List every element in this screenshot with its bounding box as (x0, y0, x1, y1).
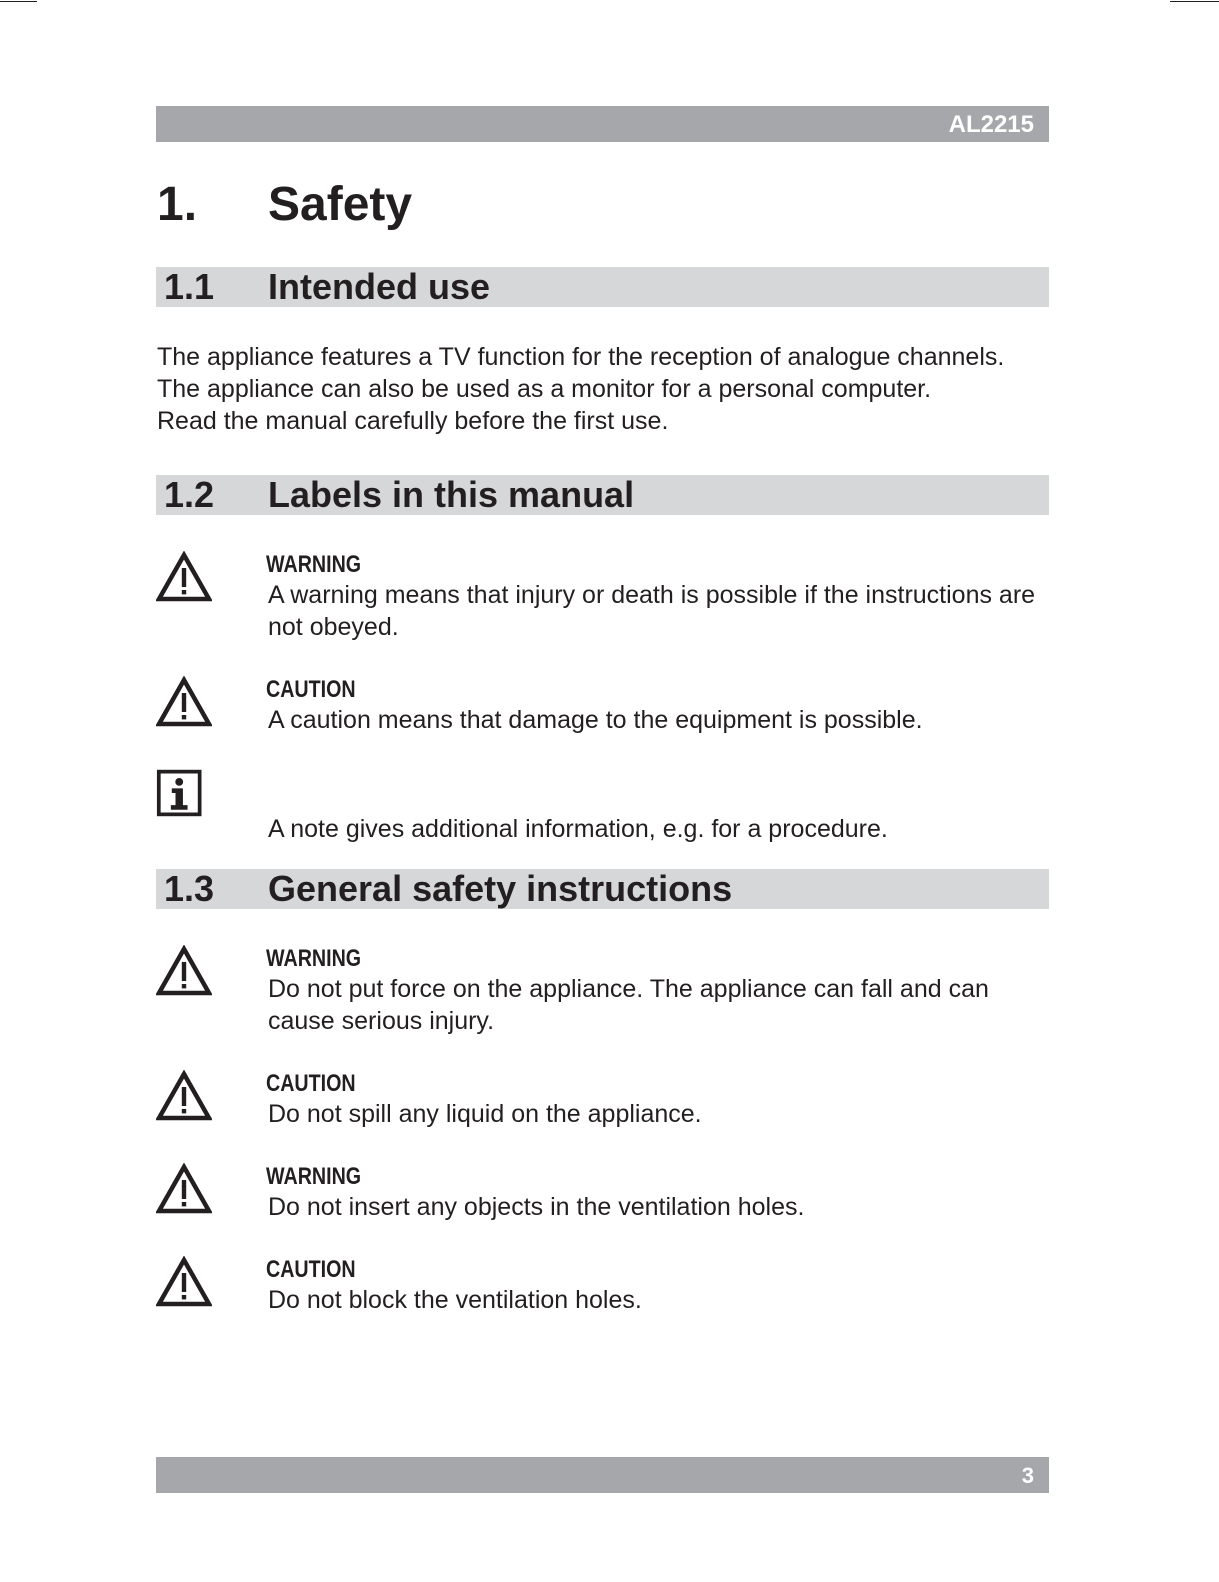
paragraph: Read the manual carefully before the first use. (157, 407, 669, 435)
warning-notice (156, 551, 1049, 643)
section-number: 1.3 (164, 868, 215, 909)
page-number: 3 (1021, 1463, 1034, 1488)
notice-text: Do not spill any liquid on the appliance. (268, 1100, 702, 1128)
section-number: 1.1 (164, 266, 215, 307)
notice-text: A caution means that damage to the equipment is possible. (268, 706, 923, 734)
warning-notice (156, 1163, 1049, 1223)
note-notice (156, 767, 1049, 847)
warning-triangle-icon (156, 1163, 212, 1215)
notice-text: A warning means that injury or death is possible if the instructions are not obeyed. (268, 581, 1036, 641)
header-bar (156, 106, 1049, 142)
warning-triangle-icon (156, 1256, 212, 1308)
section-heading-intended-use (156, 267, 1049, 307)
warning-triangle-icon (156, 1070, 212, 1122)
warning-notice (156, 945, 1049, 1037)
footer-bar (156, 1457, 1049, 1493)
paragraph: The appliance can also be used as a monitor for a personal computer. (157, 375, 932, 403)
crop-mark-left (0, 1, 37, 2)
section-title: General safety instructions (268, 868, 733, 909)
notice-label: CAUTION (266, 1256, 356, 1283)
chapter-title: Safety (268, 178, 413, 231)
model-number: AL2215 (948, 111, 1034, 138)
info-icon (156, 767, 208, 819)
section-title: Labels in this manual (268, 474, 635, 515)
chapter-number: 1. (157, 178, 198, 231)
notice-label: CAUTION (266, 676, 356, 703)
notice-text: A note gives additional information, e.g. for a procedure. (268, 815, 888, 843)
warning-triangle-icon (156, 676, 212, 728)
paragraph: The appliance features a TV function for the reception of analogue channels. (157, 343, 1005, 371)
warning-triangle-icon (156, 551, 212, 603)
notice-label: WARNING (266, 945, 362, 972)
notice-text: Do not block the ventilation holes. (268, 1286, 642, 1314)
notice-label: CAUTION (266, 1070, 356, 1097)
crop-mark-right (1170, 1, 1219, 2)
section-heading-labels (156, 475, 1049, 515)
notice-text: Do not put force on the appliance. The appliance can fall and can cause serious injury. (268, 975, 989, 1035)
section-title: Intended use (268, 266, 491, 307)
caution-notice (156, 1256, 1049, 1316)
section-number: 1.2 (164, 474, 215, 515)
notice-label: WARNING (266, 1163, 362, 1190)
warning-triangle-icon (156, 945, 212, 997)
caution-notice (156, 1070, 1049, 1130)
notice-label: WARNING (266, 551, 362, 578)
section-heading-general-safety (156, 869, 1049, 909)
notice-text: Do not insert any objects in the ventilation holes. (268, 1193, 805, 1221)
caution-notice (156, 676, 1049, 736)
